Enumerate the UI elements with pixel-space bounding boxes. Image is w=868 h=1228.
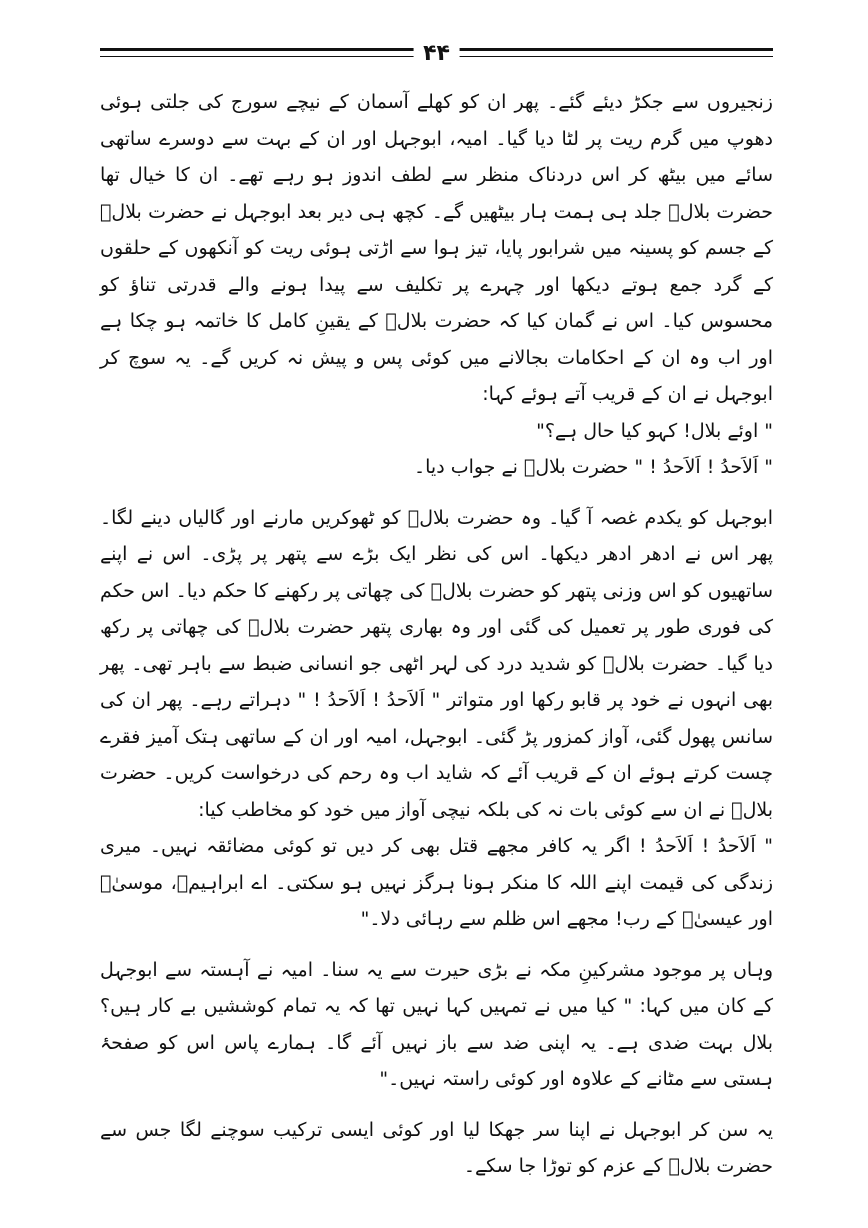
page-number: ۴۴ — [413, 40, 460, 68]
paragraph: زنجیروں سے جکڑ دیئے گئے۔ پھر ان کو کھلے آسمان کے نیچے سورج کی جلتی ہوئی دھوپ میں گرم ریت پر لٹا دیا گیا۔ امیہ، ابوجہل اور ان کے بہت سے دوسرے ساتھی سائے میں بیٹھ کر اس دردناک منظر سے لطف اندوز ہو رہے تھے۔ ان کا خیال تھا حضرت بلالؓ جلد ہی ہمت ہار بیٹھیں گے۔ کچھ ہی دیر بعد ابوجہل نے حضرت بلالؓ کے جسم کو پسینہ میں شرابور پایا، تیز ہوا سے اڑتی ہوئی ریت کو آنکھوں کے حلقوں کے گرد جمع ہوتے دیکھا اور چہرے پر تکلیف سے پیدا ہونے والے قدرتی تناؤ کو محسوس کیا۔ اس نے گمان کیا کہ حضرت بلالؓ کے یقینِ کامل کا خاتمہ ہو چکا ہے اور اب وہ ان کے احکامات بجالانے میں کوئی پس و پیش نہ کریں گے۔ یہ سوچ کر ابوجہل نے ان کے قریب آتے ہوئے کہا: — [100, 91, 773, 405]
dialogue-line: " اَلاَحدُ ! اَلاَحدُ ! " حضرت بلالؓ نے جواب دیا۔ — [413, 456, 773, 478]
paragraph: ابوجہل کو یکدم غصہ آ گیا۔ وہ حضرت بلالؓ کو ٹھوکریں مارنے اور گالیاں دینے لگا۔ پھر اس نے ادھر ادھر دیکھا۔ اس کی نظر ایک بڑے سے پتھر پر پڑی۔ اس نے اپنے ساتھیوں کو اس وزنی پتھر کو حضرت بلالؓ کی چھاتی پر رکھنے کا حکم دیا۔ اس حکم کی فوری طور پر تعمیل کی گئی اور وہ بھاری پتھر حضرت بلالؓ کی چھاتی پر رکھ دیا گیا۔ حضرت بلالؓ کو شدید درد کی لہر اٹھی جو انسانی ضبط سے باہر تھی۔ پھر بھی انہوں نے خود پر قابو رکھا اور متواتر " اَلاَحدُ ! اَلاَحدُ ! " دہراتے رہے۔ پھر ان کی سانس پھول گئی، آواز کمزور پڑ گئی۔ ابوجہل، امیہ اور ان کے ساتھی ہتک آمیز فقرے چست کرتے ہوئے ان کے قریب آئے کہ شاید اب وہ رحم کی درخواست کریں۔ حضرت بلالؓ نے ان سے کوئی بات نہ کی بلکہ نیچی آواز میں خود کو مخاطب کیا: — [100, 506, 773, 821]
page-header — [100, 40, 773, 70]
quoted-paragraph: " اَلاَحدُ ! اَلاَحدُ ! اگر یہ کافر مجھے قتل بھی کر دیں تو کوئی مضائقہ نہیں۔ میری زندگی کی قیمت اپنے اللہ کا منکر ہونا ہرگز نہیں ہو سکتی۔ اے ابراہیمؑ، موسیٰؑ اور عیسیٰؑ کے رب! مجھے اس ظلم سے رہائی دلا۔" — [100, 835, 773, 930]
paragraph: یہ سن کر ابوجہل نے اپنا سر جھکا لیا اور کوئی ایسی ترکیب سوچنے لگا جس سے حضرت بلالؓ کے عزم کو توڑا جا سکے۔ — [100, 1118, 773, 1177]
paragraph: وہاں پر موجود مشرکینِ مکہ نے بڑی حیرت سے یہ سنا۔ امیہ نے آہستہ سے ابوجہل کے کان میں کہا: " کیا میں نے تمہیں کہا نہیں تھا کہ یہ تمام کوششیں بے کار ہیں؟ بلال بہت ضدی ہے۔ یہ اپنی ضد سے باز نہیں آئے گا۔ ہمارے پاس اس کو صفحۂ ہستی سے مٹانے کے علاوہ اور کوئی راستہ نہیں۔" — [100, 958, 773, 1090]
dialogue-line: " اوئے بلال! کہو کیا حال ہے؟" — [536, 419, 773, 442]
body-text — [100, 84, 773, 1185]
